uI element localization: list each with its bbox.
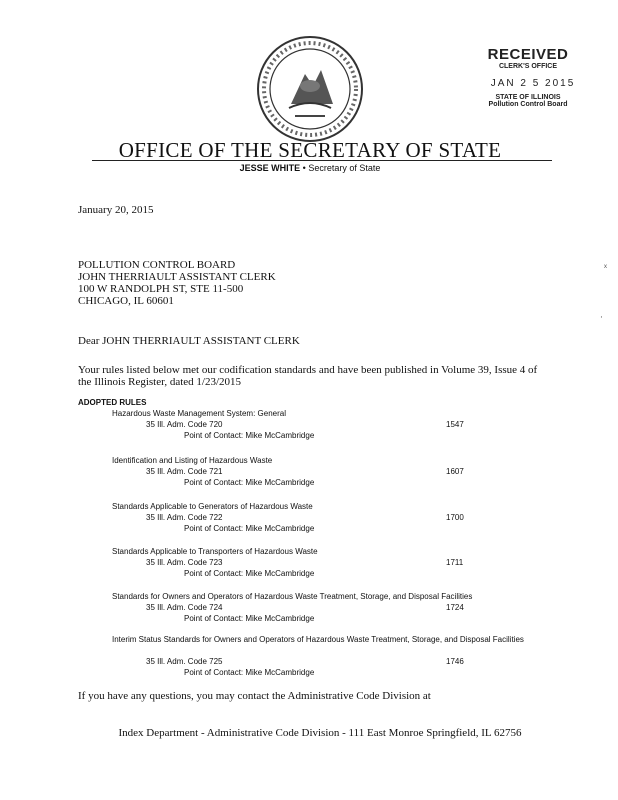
address-line: CHICAGO, IL 60601 [78,295,174,307]
stamp-board: Pollution Control Board [488,101,568,108]
secretary-line [60,163,560,173]
rule-contact: Point of Contact: Mike McCambridge [184,668,315,677]
stamp-received: RECEIVED [487,46,569,63]
rule-page: 1746 [446,657,464,666]
office-title: OFFICE OF THE SECRETARY OF STATE [118,138,502,162]
stamp-date: JAN 2 5 2015 [490,78,576,89]
rule-entry [112,408,552,444]
address-line: JOHN THERRIAULT ASSISTANT CLERK [78,271,276,283]
body-paragraph: Your rules listed below met our codification standards and have been published in Volume 39, Issue 4 of the Illinois Register, dated 1/23/2015 [78,364,538,388]
rule-contact: Point of Contact: Mike McCambridge [184,569,315,578]
rule-name: Standards for Owners and Operators of Hazardous Waste Treatment, Storage, and Disposal Facilities [112,592,473,601]
rule-page: 1700 [446,513,464,522]
address-block [78,259,276,307]
state-seal [255,34,365,144]
rule-code: 35 Ill. Adm. Code 724 [146,603,223,612]
rule-code: 35 Ill. Adm. Code 722 [146,513,223,522]
rule-page: 1711 [446,558,464,567]
address-line: 100 W RANDOLPH ST, STE 11-500 [78,283,244,295]
letter-date: January 20, 2015 [78,204,154,216]
rule-code: 35 Ill. Adm. Code 720 [146,420,223,429]
salutation: Dear JOHN THERRIAULT ASSISTANT CLERK [78,335,300,347]
rule-page: 1547 [446,420,464,429]
secretary-title: Secretary of State [308,163,381,173]
rule-entry [112,546,552,582]
rule-page: 1607 [446,467,464,476]
rule-contact: Point of Contact: Mike McCambridge [184,431,315,440]
rule-contact: Point of Contact: Mike McCambridge [184,524,315,533]
footer-address: Index Department - Administrative Code Division - 111 East Monroe Springfield, IL 62756 [118,727,522,739]
rule-name: Identification and Listing of Hazardous Waste [112,456,273,465]
title-rule [92,160,552,161]
rule-code: 35 Ill. Adm. Code 721 [146,467,223,476]
stamp-office: CLERK'S OFFICE [498,63,558,70]
rule-entry [112,634,542,682]
rule-entry [112,591,552,627]
rule-entry [112,501,552,537]
received-stamp [468,46,588,108]
stamp-state: STATE OF ILLINOIS [495,94,561,101]
rule-name: Hazardous Waste Management System: General [112,409,287,418]
rule-code: 35 Ill. Adm. Code 725 [146,657,223,666]
closing-paragraph: If you have any questions, you may contact the Administrative Code Division at [78,690,431,702]
separator-dot: • [302,163,309,173]
scan-mark: ˣ [604,262,607,272]
rule-page: 1724 [446,603,464,612]
rule-name: Interim Status Standards for Owners and Operators of Hazardous Waste Treatment, Storage, and Disposal Facilities [112,635,524,644]
address-line: POLLUTION CONTROL BOARD [78,259,236,271]
section-heading: ADOPTED RULES [78,398,147,407]
rule-name: Standards Applicable to Generators of Hazardous Waste [112,502,313,511]
rule-name: Standards Applicable to Transporters of Hazardous Waste [112,547,318,556]
rule-code: 35 Ill. Adm. Code 723 [146,558,223,567]
secretary-name: JESSE WHITE [239,163,301,173]
rule-contact: Point of Contact: Mike McCambridge [184,614,315,623]
rule-entry [112,455,552,491]
scan-mark: ‧ [600,312,603,322]
rule-contact: Point of Contact: Mike McCambridge [184,478,315,487]
